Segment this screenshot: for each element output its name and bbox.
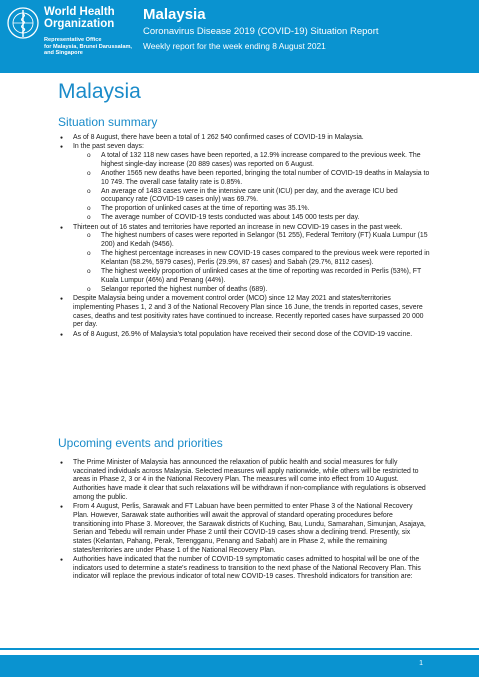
page-footer [0,655,479,677]
situation-summary-heading: Situation summary [58,115,158,129]
situation-list [60,134,430,339]
list-item: ● Thirteen out of 16 states and territories have reported an increase in new COVID-19 cases in the past week. o The highest numbers of cases were reported in Selangor (51 255), Federal Territory (FT) Kuala Lumpur (15 200) and Kedah (9456). o The highest percentage increases in new COVID-19 cases compared to the previous week were reported in Kelantan (58.2%, 5979 cases), Perlis (29.9%, 87 cases) and Sabah (29.7%, 8112 cases). o The highest weekly proportion of unlinked cases at the time of reporting was recorded in Perlis (53%), FT Kuala Lumpur (46%) and Penang (44%). o Selangor reported the highest number of deaths (689). [60,224,430,295]
who-emblem-icon [6,6,40,40]
report-title: Coronavirus Disease 2019 (COVID-19) Situation Report [143,26,379,37]
list-item: o The highest weekly proportion of unlinked cases at the time of reporting was recorded in Perlis (53%), FT Kuala Lumpur (46%) and Penang (44%). [86,268,430,285]
situation-summary-body [60,134,430,340]
org-name: World Health Organization [44,6,115,30]
list-item: ● As of 8 August, there have been a total of 1 262 540 confirmed cases of COVID-19 in Malaysia. [60,134,430,143]
list-item: o The highest numbers of cases were reported in Selangor (51 255), Federal Territory (FT) Kuala Lumpur (15 200) and Kedah (9456). [86,232,430,249]
past-week-list [86,152,430,223]
list-item: o An average of 1483 cases were in the intensive care unit (ICU) per day, and the average ICU bed occupancy rate (COVID-19 cases only) was 69.7%. [86,188,430,205]
upcoming-list [60,459,430,582]
list-item: ● Authorities have indicated that the number of COVID-19 symptomatic cases admitted to hospital will be one of the indicators used to determine a state's readiness to transition to the next phase of the National Recovery Plan. This indicator will replace the previous indicator of total new COVID-19 cases. Threshold indicators for transition are: [60,556,430,582]
list-item: o Another 1565 new deaths have been reported, bringing the total number of COVID-19 deaths in Malaysia to 10 749. The overall case fatality rate is 0.85%. [86,170,430,187]
list-item: ● Despite Malaysia being under a movement control order (MCO) since 12 May 2021 and states/territories implementing Phases 1, 2 and 3 of the National Recovery Plan since 16 June, the trends in reported cases, severe cases, deaths and test positivity rates have continued to increase. Recently reported cases have surpassed 20 000 per day. [60,295,430,330]
list-item: o The highest percentage increases in new COVID-19 cases compared to the previous week were reported in Kelantan (58.2%, 5979 cases), Perlis (29.9%, 87 cases) and Sabah (29.7%, 8112 cases). [86,250,430,267]
list-item: o A total of 132 118 new cases have been reported, a 12.9% increase compared to the previous week. The highest single-day increase (20 889 cases) was reported on 6 August. [86,152,430,169]
upcoming-events-body [60,459,430,583]
footer-divider [0,648,479,650]
list-item: ● From 4 August, Perlis, Sarawak and FT Labuan have been permitted to enter Phase 3 of the National Recovery Plan. However, Sarawak state authorities will await the approval of standard operating procedures before transitioning into Phase 3. Moreover, the Sarawak districts of Kuching, Bau, Lundu, Samarahan, Simunjan, Asajaya, Serian and Tebedu will remain under Phase 2 until their COVID-19 cases show a declining trend. Presently, six states (Kelantan, Pahang, Perak, Terengganu, Penang and Sabah) are in Phase 2, while the remaining states/territories are under Phase 1 of the National Recovery Plan. [60,503,430,555]
report-week: Weekly report for the week ending 8 August 2021 [143,41,326,51]
list-item: ● The Prime Minister of Malaysia has announced the relaxation of public health and social measures for fully vaccinated individuals across Malaysia. Selected measures will apply nationwide, while others will be restricted to areas in Phase 2, 3 or 4 in the National Recovery Plan. The measures will come into effect from 10 August. Authorities have made it clear that such relaxations will be withdrawn if non-compliance with regulations is observed among the public. [60,459,430,503]
list-item: ● In the past seven days: o A total of 132 118 new cases have been reported, a 12.9% increase compared to the previous week. The highest single-day increase (20 889 cases) was reported on 6 August. o Another 1565 new deaths have been reported, bringing the total number of COVID-19 deaths in Malaysia to 10 749. The overall case fatality rate is 0.85%. o An average of 1483 cases were in the intensive care unit (ICU) per day, and the average ICU bed occupancy rate (COVID-19 cases only) was 69.7%. o The proportion of unlinked cases at the time of reporting was 35.1%. o The average number of COVID-19 tests conducted was about 145 000 tests per day. [60,143,430,223]
list-item: ● As of 8 August, 26.9% of Malaysia's total population have received their second dose of the COVID-19 vaccine. [60,331,430,340]
page-number: 1 [419,660,423,667]
header-country: Malaysia [143,6,206,23]
list-item: o The average number of COVID-19 tests conducted was about 145 000 tests per day. [86,214,430,223]
page-title: Malaysia [58,80,141,103]
states-list [86,232,430,294]
office-name: Representative Office for Malaysia, Brunei Darussalam, and Singapore [44,37,132,57]
upcoming-events-heading: Upcoming events and priorities [58,436,223,450]
list-item: o Selangor reported the highest number of deaths (689). [86,286,430,295]
list-item: o The proportion of unlinked cases at the time of reporting was 35.1%. [86,205,430,214]
report-header [0,0,479,73]
